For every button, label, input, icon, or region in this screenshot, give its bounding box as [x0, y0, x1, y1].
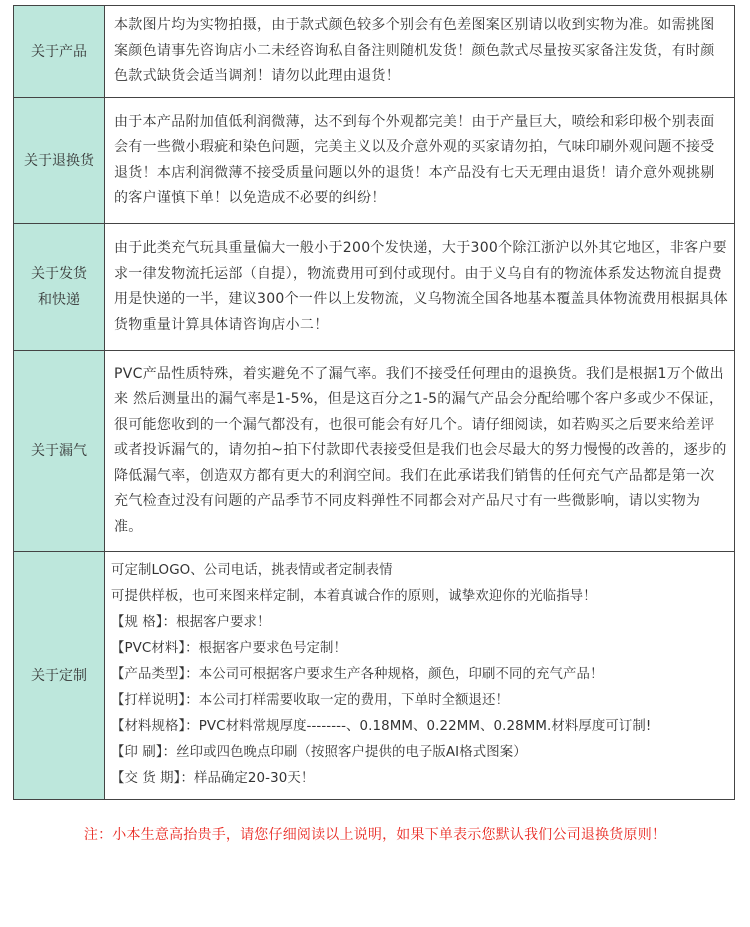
section-returns-label-text: 关于退换货	[24, 152, 94, 169]
footer-note: 注：小本生意高抬贵手，请您仔细阅读以上说明，如果下单表示您默认我们公司退换货原则！	[83, 827, 667, 843]
custom-line-proof: 【打样说明】：本公司打样需要收取一定的费用，下单时全额退还！	[111, 693, 510, 708]
section-returns-text: 由于本产品附加值低利润微薄，达不到每个外观都完美！由于产量巨大，喷绘和彩印极个别表面会有一些微小瑕疵和染色问题，完美主义以及介意外观的买家请勿拍，气味印刷外观问题不接受退货！本店利润微薄不接受质量问题以外的退货！本产品没有七天无理由退货！请介意外观挑剔的客户谨慎下单！以免造成不必要的纠纷！	[105, 98, 735, 224]
custom-line-delivery: 【交 货 期】：样品确定20-30天！	[111, 771, 315, 786]
section-leak-text: PVC产品性质特殊，着实避免不了漏气率。我们不接受任何理由的退换货。我们是根据1万个做出来 然后测量出的漏气率是1-5%，但是这百分之1-5的漏气产品会分配给哪个客户多或少不保证，很可能您收到的一个漏气都没有，也很可能会有好几个。请仔细阅读，如若购买之后要来给差评或者投诉漏气的，请勿拍~拍下付款即代表接受但是我们也会尽最大的努力慢慢的改善的，逐步的降低漏气率，创造双方都有更大的利润空间。我们在此承诺我们销售的任何充气产品都是第一次充气检查过没有问题的产品季节不同皮料弹性不同都会对产品尺寸有一些微影响，请以实物为准。	[105, 351, 735, 552]
custom-line-pvc: 【PVC材料】：根据客户要求色号定制！	[111, 641, 348, 656]
section-leak	[14, 351, 735, 552]
section-product-text: 本款图片均为实物拍摄，由于款式颜色较多个别会有色差图案区别请以收到实物为准。如需挑图案颜色请事先咨询店小二未经咨询私自备注则随机发货！颜色款式尽量按买家备注发货，有时颜色款式缺货会适当调剂！请勿以此理由退货！	[105, 6, 735, 98]
section-product-label	[14, 6, 105, 98]
custom-line-sample: 可提供样板，也可来图来样定制，本着真诚合作的原则，诚挚欢迎你的光临指导！	[111, 589, 597, 604]
section-custom	[14, 552, 735, 800]
section-shipping	[14, 224, 735, 351]
section-product	[14, 6, 735, 98]
custom-line-logo: 可定制LOGO、公司电话，挑表情或者定制表情	[111, 563, 393, 578]
section-product-label-text: 关于产品	[31, 43, 87, 60]
section-custom-label-text: 关于定制	[31, 667, 87, 684]
section-custom-label	[14, 552, 105, 800]
section-returns	[14, 98, 735, 224]
section-custom-content	[105, 552, 735, 800]
section-shipping-label-text: 关于发货和快递	[31, 266, 87, 308]
custom-line-spec: 【规 格】：根据客户要求！	[111, 615, 271, 630]
section-leak-label	[14, 351, 105, 552]
policy-table	[13, 5, 735, 800]
section-leak-label-text: 关于漏气	[31, 443, 87, 459]
section-shipping-text: 由于此类充气玩具重量偏大一般小于200个发快递，大于300个除江浙沪以外其它地区，非客户要求一律发物流托运部（自提），物流费用可到付或现付。由于义乌自有的物流体系发达物流自提费用是快递的一半，建议300个一件以上发物流，义乌物流全国各地基本覆盖具体物流费用根据具体货物重量计算具体请咨询店小二！	[105, 224, 735, 351]
section-returns-label	[14, 98, 105, 224]
custom-line-type: 【产品类型】：本公司可根据客户要求生产各种规格，颜色，印刷不同的充气产品！	[111, 667, 604, 682]
custom-line-material: 【材料规格】：PVC材料常规厚度--------、0.18MM、0.22MM、0.28MM.材料厚度可订制!	[111, 719, 652, 734]
section-shipping-label	[14, 224, 105, 351]
custom-line-print: 【印 刷】：丝印或四色晚点印刷（按照客户提供的电子版AI格式图案）	[111, 745, 527, 760]
